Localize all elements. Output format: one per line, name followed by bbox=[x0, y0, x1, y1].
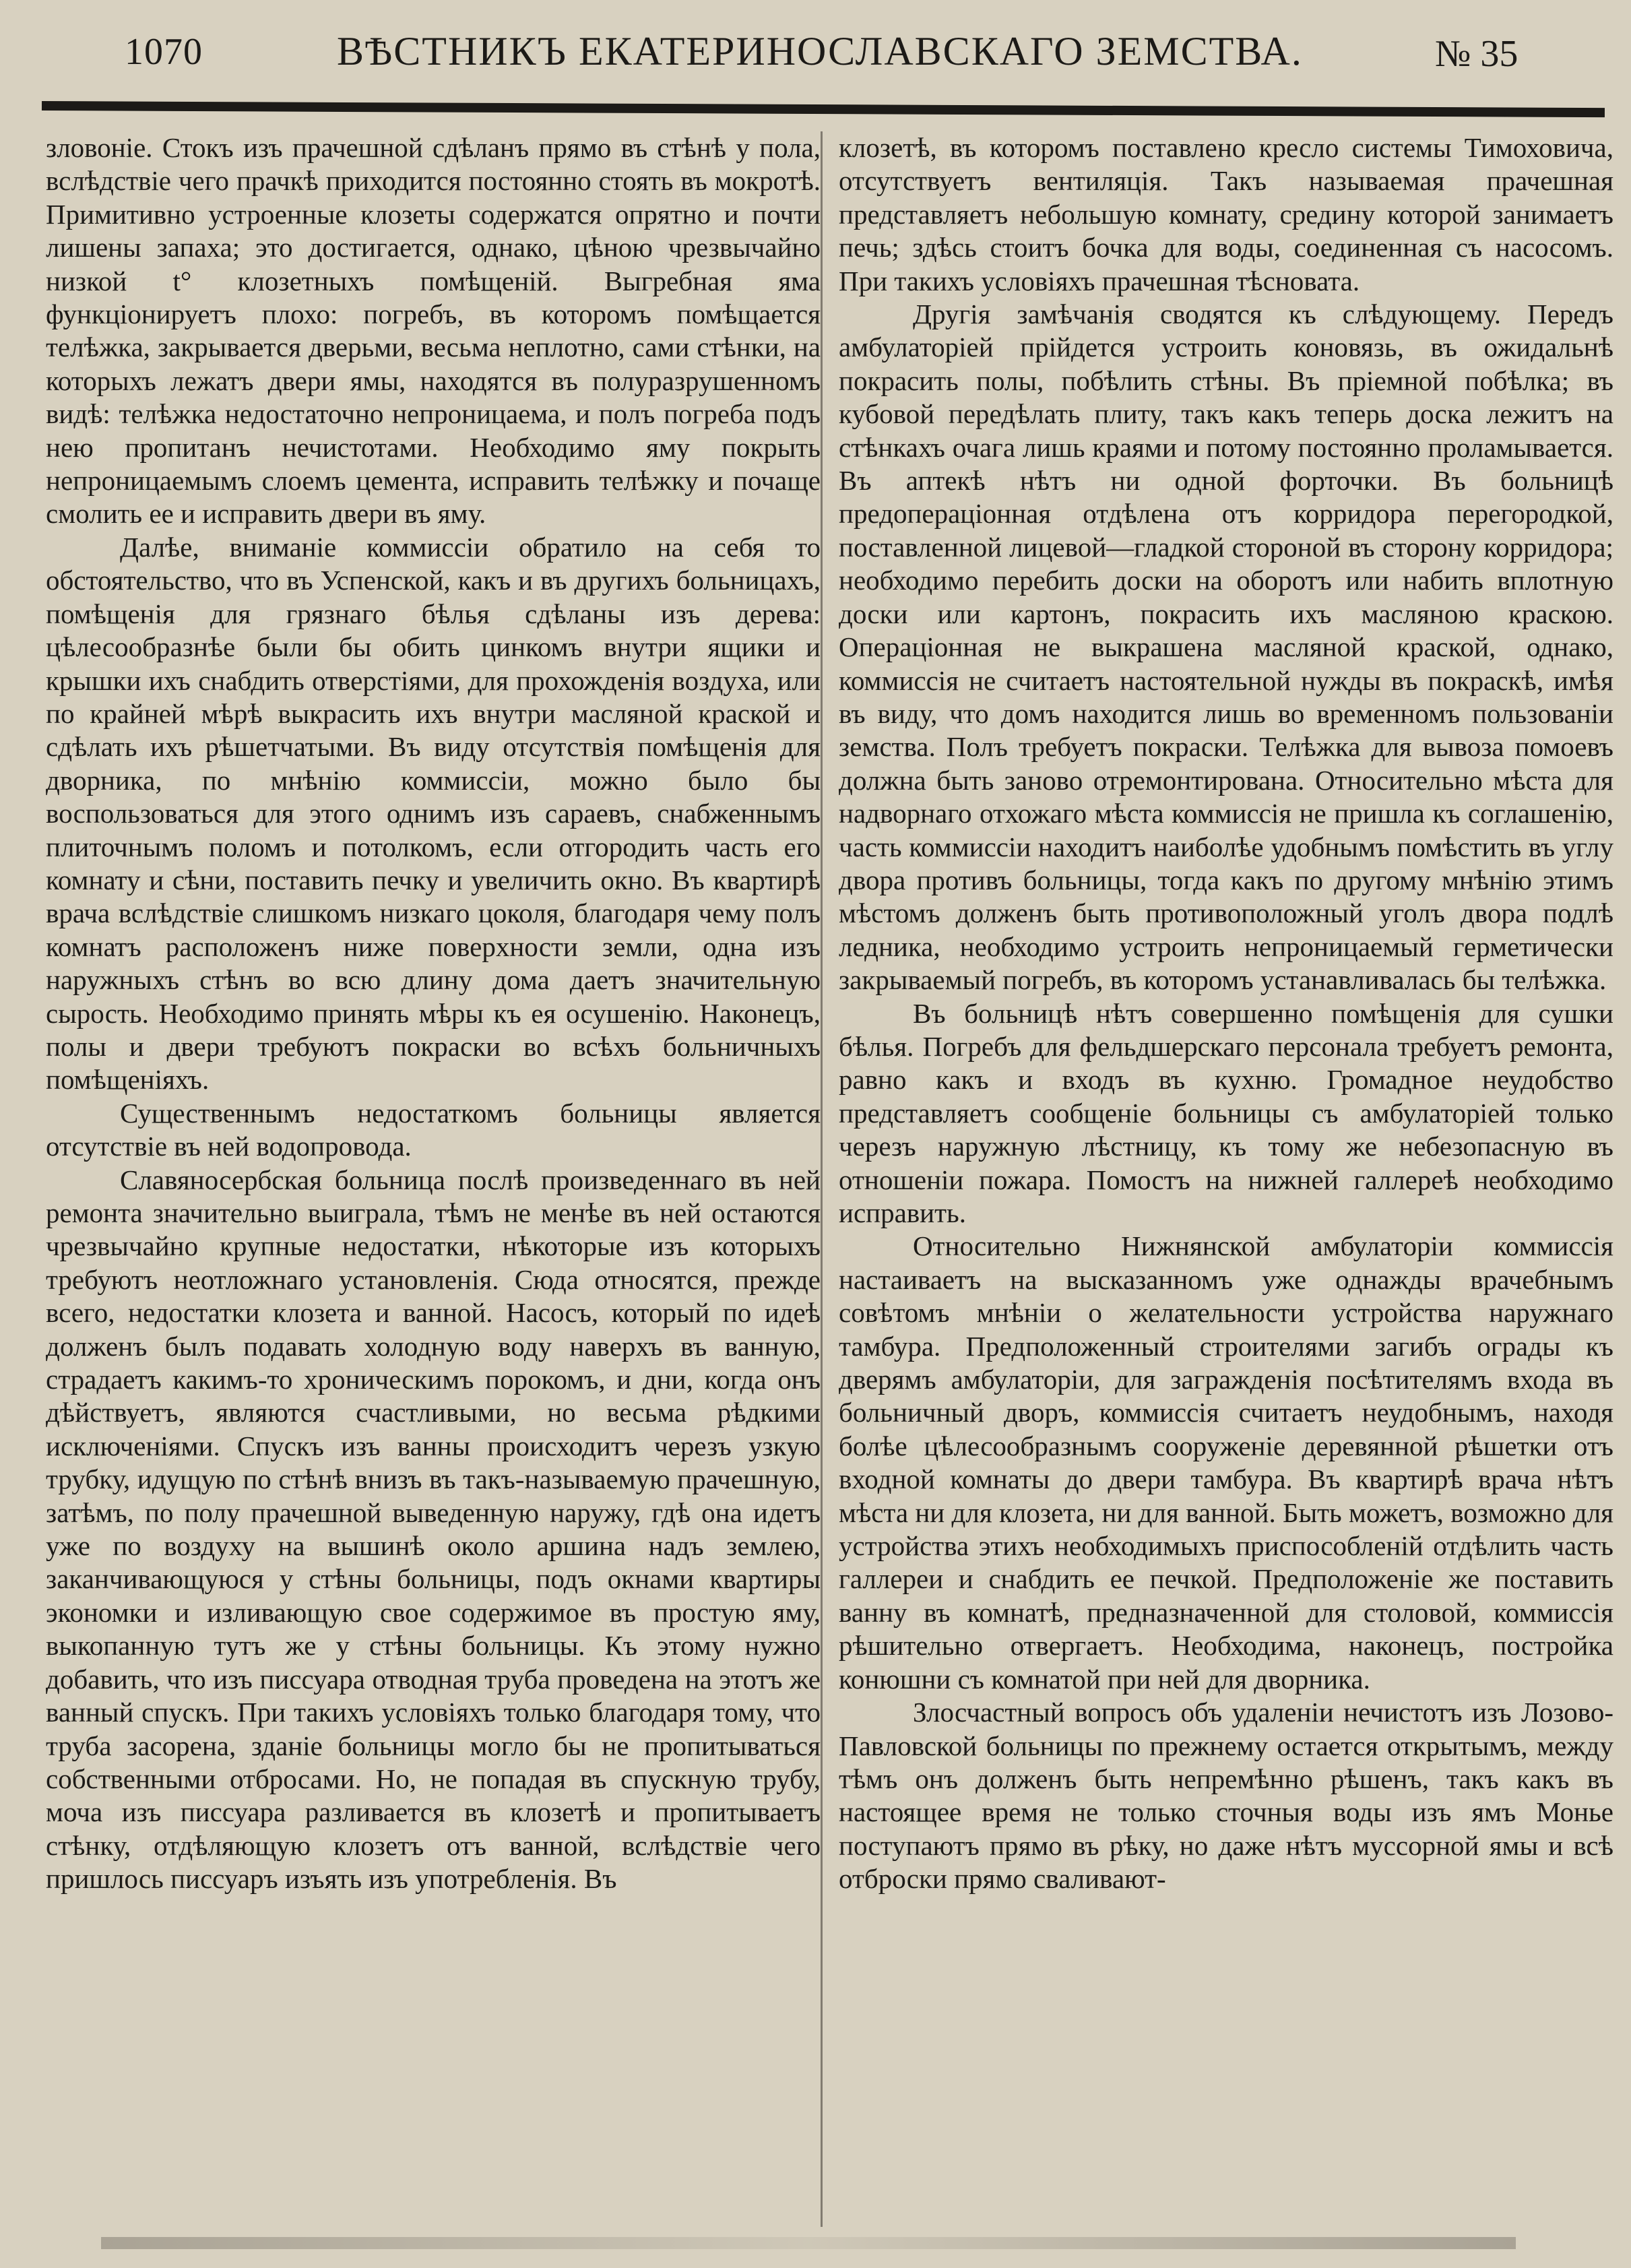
bottom-edge-smudge bbox=[101, 2237, 1516, 2249]
left-paragraph-4: Славяносербская больница послѣ произведеннаго въ ней ремонта значительно выиграла, тѣмъ не менѣе въ ней остаются чрезвычайно крупные недостатки, нѣкоторые изъ которыхъ требуютъ неотложнаго установленія. Сюда относятся, прежде всего, недостатки клозета и ванной. Насосъ, который по идеѣ долженъ былъ подавать холодную воду наверхъ въ ванную, страдаетъ какимъ-то хроническимъ порокомъ, и дни, когда онъ дѣйствуетъ, являются счастливыми, но весьма рѣдкими исключеніями. Спускъ изъ ванны происходитъ черезъ узкую трубку, идущую по стѣнѣ внизъ въ такъ-называемую прачешную, затѣмъ, по полу прачешной выведенную наружу, гдѣ она идетъ уже по воздуху на вышинѣ около аршина надъ землею, заканчивающуюся у стѣны больницы, подъ окнами квартиры экономки и изливающую свое содержимое въ простую яму, выкопанную тутъ же у стѣны больницы. Къ этому нужно добавить, что изъ писсуара отводная труба проведена на этотъ же ванный спускъ. При такихъ условіяхъ только благодаря тому, что труба засорена, зданіе больницы могло бы не пропитываться собственными отбросами. Но, не попадая въ спускную трубу, моча изъ писсуара разливается въ клозетѣ и пропитываетъ стѣнку, отдѣляющую клозетъ отъ ванной, вслѣдствіе чего пришлось писсуаръ изъять изъ употребленія. Въ bbox=[46, 1164, 821, 1895]
left-column bbox=[46, 131, 821, 2227]
header-rule bbox=[42, 101, 1605, 117]
right-paragraph-1: клозетѣ, въ которомъ поставлено кресло системы Тимоховича, отсутствуетъ вентиляція. Такъ называемая прачешная представляетъ небольшую комнату, средину которой занимаетъ печь; здѣсь стоитъ бочка для воды, соединенная съ насосомъ. При такихъ условіяхъ прачешная тѣсновата. bbox=[839, 132, 1613, 296]
page-header bbox=[0, 0, 1631, 101]
left-paragraph-2: Далѣе, вниманіе коммиссіи обратило на себя то обстоятельство, что въ Успенской, какъ и въ другихъ больницахъ, помѣщенія для грязнаго бѣлья сдѣланы изъ дерева: цѣлесообразнѣе были бы обить цинкомъ внутри ящики и крышки ихъ снабдить отверстіями, для прохожденія воздуха, или по крайней мѣрѣ выкрасить ихъ внутри масляной краской и сдѣлать ихъ рѣшетчатыми. Въ виду отсутствія помѣщенія для дворника, по мнѣнію коммиссіи, можно было бы воспользоваться для этого однимъ изъ сараевъ, снабженнымъ плиточнымъ поломъ и потолкомъ, если отгородить часть его комнату и сѣни, поставить печку и увеличить окно. Въ квартирѣ врача вслѣдствіе слишкомъ низкаго цоколя, благодаря чему полъ комнатъ расположенъ ниже поверхности земли, одна изъ наружныхъ стѣнъ во всю длину дома даетъ значительную сырость. Необходимо принять мѣры къ ея осушенію. Наконецъ, полы и двери требуютъ покраски во всѣхъ больничныхъ помѣщеніяхъ. bbox=[46, 531, 821, 1096]
right-paragraph-5: Злосчастный вопросъ объ удаленіи нечистотъ изъ Лозово-Павловской больницы по прежнему остается открытымъ, между тѣмъ онъ долженъ быть непремѣнно рѣшенъ, такъ какъ въ настоящее время не только сточныя воды изъ ямъ Монье поступаютъ прямо въ рѣку, но даже нѣтъ муссорной ямы и всѣ отброски прямо сваливают- bbox=[839, 1697, 1613, 1895]
right-column bbox=[839, 131, 1613, 2227]
page-number: 1070 bbox=[125, 31, 203, 73]
issue-number: № 35 bbox=[1435, 33, 1518, 75]
left-paragraph-1: зловоніе. Стокъ изъ прачешной сдѣланъ прямо въ стѣнѣ у пола, вслѣдствіе чего прачкѣ приходится постоянно стоять въ мокротѣ. Примитивно устроенные клозеты содержатся опрятно и почти лишены запаха; это достигается, однако, цѣною чрезвычайно низкой t° клозетныхъ помѣщеній. Выгребная яма функціонируетъ плохо: погребъ, въ которомъ помѣщается телѣжка, закрывается дверьми, весьма неплотно, сами стѣнки, на которыхъ лежатъ двери ямы, находятся въ полуразрушенномъ видѣ: телѣжка недостаточно непроницаема, и полъ погреба подъ нею пропитанъ нечистотами. Необходимо яму покрыть непроницаемымъ слоемъ цемента, исправить телѣжку и почаще смолить ее и исправить двери въ яму. bbox=[46, 132, 821, 530]
left-paragraph-3: Существеннымъ недостаткомъ больницы является отсутствіе въ ней водопровода. bbox=[46, 1097, 821, 1162]
right-paragraph-2: Другія замѣчанія сводятся къ слѣдующему. Передъ амбулаторіей прійдется устроить коновязь, въ ожидальнѣ покрасить полы, побѣлить стѣны. Въ пріемной побѣлка; въ кубовой передѣлать плиту, такъ какъ теперь доска лежитъ на стѣнкахъ очага лишь краями и потому постоянно проламывается. Въ аптекѣ нѣтъ ни одной форточки. Въ больницѣ предопераціонная отдѣлена отъ корридора перегородкой, поставленной лицевой—гладкой стороной въ сторону корридора; необходимо перебить доски на оборотъ или набить вплотную доски или картонъ, покрасить ихъ масляною краскою. Операціонная не выкрашена масляной краской, однако, коммиссія не считаетъ настоятельной нужды въ покраскѣ, имѣя въ виду, что домъ находится лишь во временномъ пользованіи земства. Полъ требуетъ покраски. Телѣжка для вывоза помоевъ должна быть заново отремонтирована. Относительно мѣста для надворнаго отхожаго мѣста коммиссія не пришла къ соглашенію, часть коммиссіи находитъ наиболѣе удобнымъ помѣстить въ углу двора противъ больницы, тогда какъ по другому мнѣнію этимъ мѣстомъ долженъ быть противоположный уголъ двора подлѣ ледника, необходимо устроить непроницаемый герметически закрываемый погребъ, въ которомъ устанавливалась бы телѣжка. bbox=[839, 298, 1613, 996]
column-divider bbox=[821, 131, 823, 2227]
right-paragraph-3: Въ больницѣ нѣтъ совершенно помѣщенія для сушки бѣлья. Погребъ для фельдшерскаго персонала требуетъ ремонта, равно какъ и входъ въ кухню. Громадное неудобство представляетъ сообщеніе больницы съ амбулаторіей только черезъ наружную лѣстницу, къ тому же небезопасную въ отношеніи пожара. Помостъ на нижней галлереѣ необходимо исправить. bbox=[839, 997, 1613, 1228]
journal-title: ВѢСТНИКЪ ЕКАТЕРИНОСЛАВСКАГО ЗЕМСТВА. bbox=[337, 29, 1303, 73]
right-paragraph-4: Относительно Нижнянской амбулаторіи коммиссія настаиваетъ на высказанномъ уже однажды врачебнымъ совѣтомъ мнѣніи о желательности устройства наружнаго тамбура. Предположенный строителями загибъ ограды къ дверямъ амбулаторіи, для загражденія посѣтителямъ входа въ больничный дворъ, коммиссія считаетъ неудобнымъ, находя болѣе цѣлесообразнымъ сооруженіе деревянной рѣшетки отъ входной комнаты до двери тамбура. Въ квартирѣ врача нѣтъ мѣста ни для клозета, ни для ванной. Быть можетъ, возможно для устройства этихъ необходимыхъ приспособленій отдѣлить часть галлереи и снабдить ее печкой. Предположеніе же поставить ванну въ комнатѣ, предназначенной для столовой, коммиссія рѣшительно отвергаетъ. Необходима, наконецъ, постройка конюшни съ комнатой при ней для дворника. bbox=[839, 1230, 1613, 1695]
